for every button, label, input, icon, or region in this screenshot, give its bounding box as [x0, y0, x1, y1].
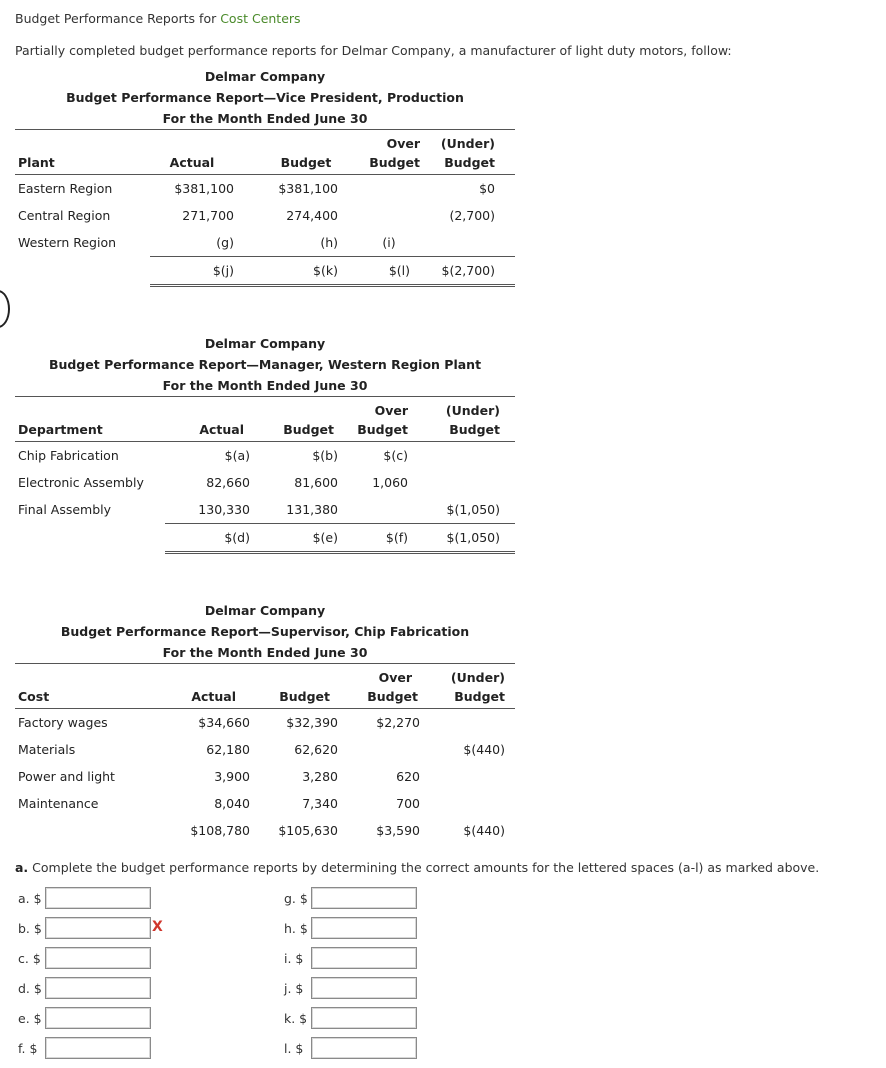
table-row: Factory wages $34,660 $32,390 $2,270: [18, 715, 420, 730]
answer-k-input[interactable]: [311, 1007, 417, 1029]
report1-table: [15, 129, 515, 287]
report2-header-row1: [15, 397, 515, 419]
question-text: Complete the budget performance reports by determining the correct amounts for the lettered spaces (a-l) as marked above.: [28, 860, 820, 875]
header-under: (Under): [408, 397, 500, 419]
report1-header-row1: [15, 130, 515, 152]
table-row: Power and light 3,900 3,280 620: [18, 769, 420, 784]
answer-g-input[interactable]: [311, 887, 417, 909]
answer-l: l. $: [284, 1036, 417, 1060]
page-title: [15, 11, 301, 26]
answer-j-input[interactable]: [311, 977, 417, 999]
report3-table: [15, 663, 515, 844]
page-title-prefix: Budget Performance Reports for: [15, 11, 221, 26]
answer-l-input[interactable]: [311, 1037, 417, 1059]
header-under: (Under): [420, 664, 505, 686]
report3-company: Delmar Company: [204, 603, 326, 618]
report1-title: Budget Performance Report—Vice President, Production: [66, 90, 464, 105]
header-over: Over: [338, 664, 420, 686]
report1-period: For the Month Ended June 30: [162, 111, 368, 126]
answer-c: c. $: [18, 946, 151, 970]
question-label: a.: [15, 860, 29, 875]
cost-centers-link[interactable]: Cost Centers: [220, 11, 301, 26]
answer-e: e. $: [18, 1006, 151, 1030]
report1-total-row: $(j) $(k) $(l) $(2,700): [15, 257, 515, 286]
table-row: Electronic Assembly 82,660 81,600 1,060: [18, 475, 408, 490]
table-row: Final Assembly 130,330 131,380 $(1,050): [18, 502, 500, 518]
report3-total-row: $108,780 $105,630 $3,590 $(440): [190, 823, 505, 838]
report3-title: Budget Performance Report—Supervisor, Chip Fabrication: [60, 624, 470, 639]
report2-table: [15, 396, 515, 554]
answer-b-input[interactable]: [45, 917, 151, 939]
report2-title: Budget Performance Report—Manager, Western Region Plant: [48, 357, 482, 372]
report2-period: For the Month Ended June 30: [162, 378, 368, 393]
answer-g: g. $: [284, 886, 417, 910]
answer-h: h. $: [284, 916, 417, 940]
table-row: Western Region (g) (h) (i): [18, 235, 396, 251]
answer-b: b. $: [18, 916, 151, 940]
table-row: Eastern Region $381,100 $381,100 $0: [18, 181, 495, 196]
table-row: Chip Fabrication $(a) $(b) $(c): [18, 448, 408, 463]
answer-a: a. $: [18, 886, 151, 910]
answer-f: f. $: [18, 1036, 151, 1060]
report1-company: Delmar Company: [204, 69, 326, 84]
answer-h-input[interactable]: [311, 917, 417, 939]
table-row: Materials 62,180 62,620 $(440): [18, 742, 505, 757]
table-row: Maintenance 8,040 7,340 700: [18, 796, 420, 811]
answer-d: d. $: [18, 976, 151, 1000]
report3-header-row2: Cost Actual Budget Budget Budget: [15, 685, 515, 709]
answer-a-input[interactable]: [45, 887, 151, 909]
left-edge-bracket: [0, 290, 10, 328]
table-row: Central Region 271,700 274,400 (2,700): [18, 208, 495, 223]
report2-total-row: $(d) $(e) $(f) $(1,050): [15, 524, 515, 553]
incorrect-x-icon: X: [152, 919, 163, 935]
report2-header-row2: Department Actual Budget Budget Budget: [15, 418, 515, 442]
answer-j: j. $: [284, 976, 417, 1000]
report1-header-row2: Plant Actual Budget Budget Budget: [15, 151, 515, 175]
header-under: (Under): [420, 130, 495, 152]
answer-i-input[interactable]: [311, 947, 417, 969]
header-over: Over: [338, 397, 408, 419]
answer-d-input[interactable]: [45, 977, 151, 999]
header-over: Over: [338, 130, 420, 152]
report3-period: For the Month Ended June 30: [162, 645, 368, 660]
question-a: [15, 860, 819, 875]
answer-f-input[interactable]: [45, 1037, 151, 1059]
report2-company: Delmar Company: [204, 336, 326, 351]
answer-k: k. $: [284, 1006, 417, 1030]
report3-header-row1: [15, 664, 515, 686]
answer-c-input[interactable]: [45, 947, 151, 969]
answer-e-input[interactable]: [45, 1007, 151, 1029]
answer-i: i. $: [284, 946, 417, 970]
intro-text: Partially completed budget performance reports for Delmar Company, a manufacturer of light duty motors, follow:: [15, 43, 732, 58]
